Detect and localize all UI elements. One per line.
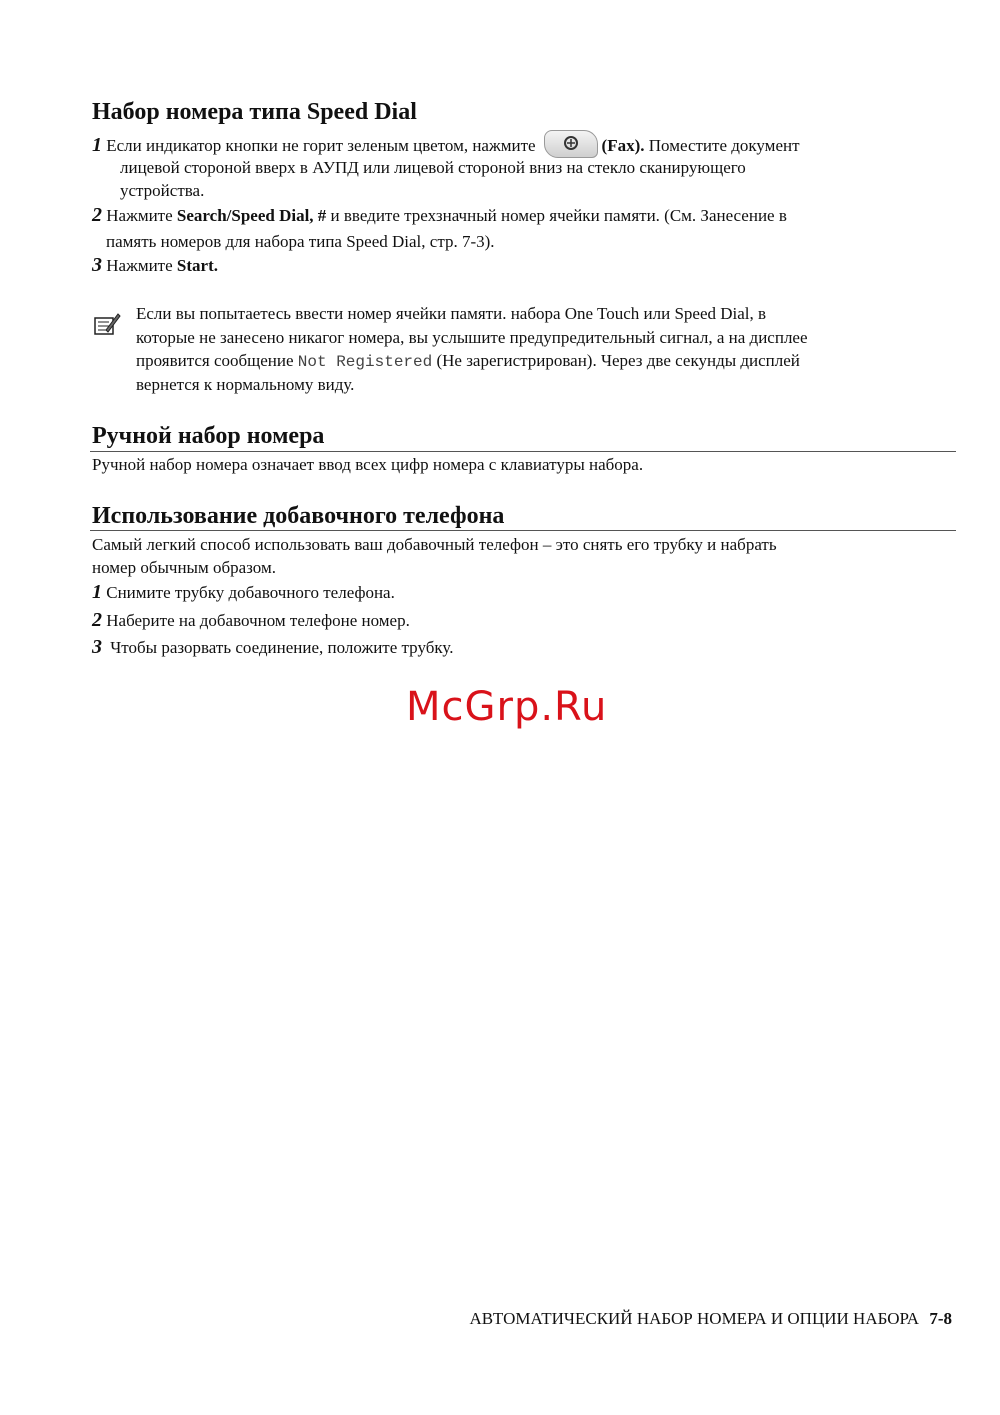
section-divider (90, 530, 956, 531)
note-text: (Не зарегистрирован). Через две секунды дисплей (436, 351, 800, 370)
watermark-text: McGrp.Ru (406, 684, 608, 730)
step-number: 3 (92, 636, 102, 658)
step-2-line2: память номеров для набора типа Speed Dial, стр. 7-3). (106, 232, 495, 251)
note-icon (92, 310, 122, 345)
ext-step-3 (92, 636, 453, 659)
section-title-speed-dial: Набор номера типа Speed Dial (92, 99, 417, 125)
fax-label: (Fax). (601, 136, 645, 155)
section-divider (90, 451, 956, 452)
note-text: проявится сообщение (136, 351, 294, 370)
note-line4: вернется к нормальному виду. (136, 375, 355, 394)
step-2 (92, 204, 962, 227)
step-number: 1 (92, 581, 102, 603)
step-3 (92, 254, 218, 277)
display-message: Not Registered (297, 353, 433, 371)
fax-button-icon (544, 130, 598, 158)
manual-dial-text: Ручной набор номера означает ввод всех цифр номера с клавиатуры набора. (92, 455, 644, 474)
note-line2: которые не занесено никагог номера, вы услышите предупредительный сигнал, а на дисплее (136, 328, 808, 347)
ext-step-1 (92, 581, 395, 604)
note-line3 (136, 349, 800, 374)
step-text: Нажмите (106, 256, 173, 275)
extension-intro-line1: Самый легкий способ использовать ваш добавочный телефон – это снять его трубку и набрать (92, 535, 777, 554)
step-1-line2: лицевой стороной вверх в АУПД или лицевой стороной вниз на стекло сканирующего (120, 158, 746, 177)
start-label: Start. (176, 256, 218, 275)
step-text: и введите трехзначный номер ячейки памяти. (См. Занесение в (330, 206, 787, 225)
note-line1: Если вы попытаетесь ввести номер ячейки памяти. набора One Touch или Speed Dial, в (136, 304, 767, 323)
section-title-manual-dial: Ручной набор номера (92, 423, 325, 449)
step-number: 1 (92, 134, 102, 156)
footer-chapter-title: АВТОМАТИЧЕСКИЙ НАБОР НОМЕРА И ОПЦИИ НАБОРА (469, 1309, 920, 1328)
search-speed-dial-label: Search/Speed Dial, # (176, 206, 327, 225)
step-text: Чтобы разорвать соединение, положите трубку. (110, 638, 454, 657)
step-text: Нажмите (106, 206, 173, 225)
section-title-extension-phone: Использование добавочного телефона (92, 503, 505, 529)
step-text: Если индикатор кнопки не горит зеленым цветом, нажмите (106, 136, 536, 155)
page-footer (470, 1309, 952, 1329)
step-number: 2 (92, 204, 102, 226)
step-text: Поместите документ (648, 136, 800, 155)
step-text: Наберите на добавочном телефоне номер. (106, 611, 410, 630)
extension-intro-line2: номер обычным образом. (92, 558, 276, 577)
step-text: Снимите трубку добавочного телефона. (106, 583, 395, 602)
page-number: 7-8 (929, 1309, 952, 1328)
step-number: 2 (92, 609, 102, 631)
step-1-line3: устройства. (120, 181, 205, 200)
ext-step-2 (92, 609, 410, 632)
step-1 (92, 130, 962, 158)
step-number: 3 (92, 254, 102, 276)
